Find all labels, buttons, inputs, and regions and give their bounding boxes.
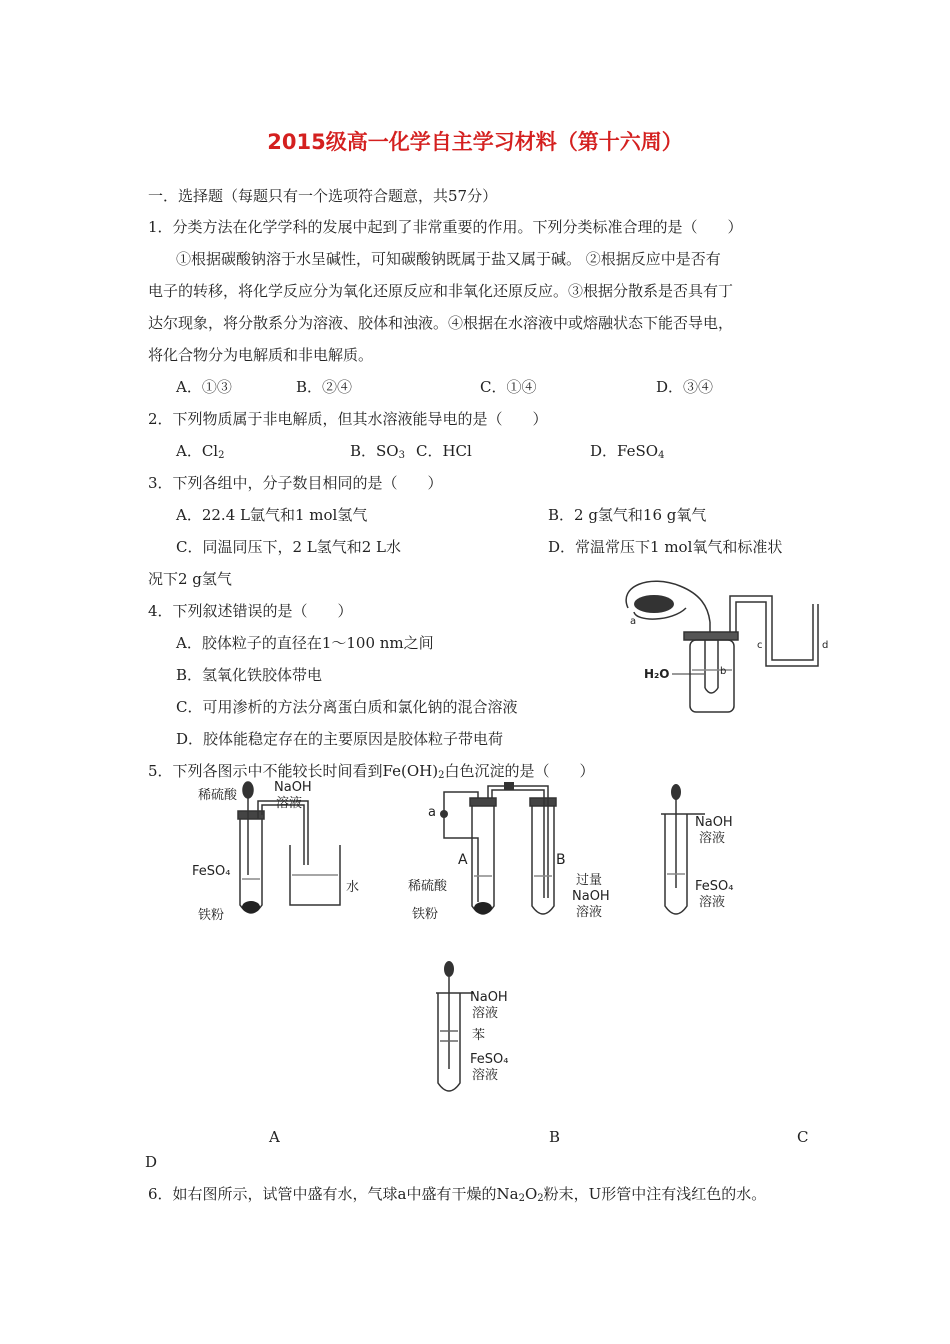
- question-4-stem: 4．下列叙述错误的是（ ）: [148, 602, 353, 620]
- q5-label-b: B: [549, 1128, 561, 1146]
- q4-option-b: B．氢氧化铁胶体带电: [176, 666, 323, 684]
- svg-text:溶液: 溶液: [699, 831, 726, 846]
- svg-text:FeSO₄: FeSO₄: [192, 864, 231, 879]
- page-title: 2015级高一化学自主学习材料（第十六周）: [267, 130, 683, 154]
- q2-option-d: D．FeSO$_4$: [590, 442, 665, 461]
- q2-option-c: C．HCl: [416, 442, 472, 460]
- q4-option-c: C．可用渗析的方法分离蛋白质和氯化钠的混合溶液: [176, 698, 518, 716]
- question-1-line: 电子的转移，将化学反应分为氧化还原反应和非氧化还原反应。③根据分散系是否具有丁: [148, 282, 734, 300]
- svg-text:溶液: 溶液: [472, 1068, 499, 1083]
- q4-option-d: D．胶体能稳定存在的主要原因是胶体粒子带电荷: [176, 730, 504, 748]
- figure-a: [190, 775, 385, 925]
- question-1-line: ①根据碳酸钠溶于水呈碱性，可知碳酸钠既属于盐又属于碱。 ②根据反应中是否有: [176, 250, 721, 268]
- svg-text:NaOH: NaOH: [470, 990, 508, 1005]
- svg-text:H₂O: H₂O: [644, 667, 670, 681]
- question-6-stem: 6．如右图所示，试管中盛有水，气球a中盛有干燥的$Na_2O_2$粉末，U形管中注有浅红色的水。: [148, 1185, 767, 1204]
- q3-option-d-cont: 况下2 g氢气: [148, 570, 232, 588]
- svg-text:稀硫酸: 稀硫酸: [198, 788, 238, 803]
- q4-option-a: A．胶体粒子的直径在1～100 nm之间: [176, 634, 434, 652]
- svg-text:c: c: [757, 640, 763, 651]
- balloon-apparatus-figure: [610, 566, 835, 726]
- figure-b: [400, 778, 625, 928]
- q1-option-a: A．①③: [176, 378, 232, 396]
- svg-text:NaOH: NaOH: [572, 889, 610, 904]
- section-heading: 一．选择题（每题只有一个选项符合题意，共57分）: [148, 187, 498, 205]
- svg-text:溶液: 溶液: [699, 895, 726, 910]
- q5-label-a: A: [269, 1128, 280, 1146]
- svg-text:铁粉: 铁粉: [412, 907, 439, 922]
- svg-text:b: b: [720, 666, 727, 677]
- q3-option-b: B．2 g氢气和16 g氧气: [548, 506, 707, 524]
- svg-text:溶液: 溶液: [576, 905, 603, 920]
- svg-text:溶液: 溶液: [472, 1006, 499, 1021]
- svg-text:A: A: [458, 852, 468, 868]
- svg-text:NaOH: NaOH: [274, 780, 312, 795]
- svg-text:铁粉: 铁粉: [198, 908, 225, 923]
- svg-text:a: a: [428, 805, 436, 820]
- svg-text:a: a: [630, 616, 637, 627]
- q3-option-a: A．22.4 L氩气和1 mol氢气: [176, 506, 368, 524]
- question-3-stem: 3．下列各组中，分子数目相同的是（ ）: [148, 474, 443, 492]
- question-2-stem: 2．下列物质属于非电解质，但其水溶液能导电的是（ ）: [148, 410, 548, 428]
- q5-label-d: D: [145, 1153, 158, 1171]
- q1-option-c: C．①④: [480, 378, 537, 396]
- figure-c: [655, 778, 785, 928]
- question-1-line: 将化合物分为电解质和非电解质。: [148, 346, 374, 364]
- q2-option-b: B．$SO_3$: [350, 442, 405, 461]
- svg-text:水: 水: [346, 880, 360, 895]
- svg-text:稀硫酸: 稀硫酸: [408, 879, 448, 894]
- q2-option-a: A．$Cl_2$: [176, 442, 225, 461]
- svg-text:过量: 过量: [576, 873, 603, 888]
- svg-text:苯: 苯: [472, 1028, 486, 1043]
- svg-text:d: d: [822, 640, 829, 651]
- q1-option-d: D．③④: [656, 378, 714, 396]
- question-1-stem: 1．分类方法在化学学科的发展中起到了非常重要的作用。下列分类标准合理的是（ ）: [148, 218, 743, 236]
- svg-text:B: B: [556, 852, 566, 868]
- svg-text:NaOH: NaOH: [695, 815, 733, 830]
- q3-option-c: C．同温同压下，2 L氢气和2 L水: [176, 538, 402, 556]
- svg-text:FeSO₄: FeSO₄: [695, 879, 734, 894]
- q3-option-d: D．常温常压下1 mol氧气和标准状: [548, 538, 783, 556]
- q1-option-b: B．②④: [296, 378, 353, 396]
- q5-label-c: C: [797, 1128, 809, 1146]
- svg-text:FeSO₄: FeSO₄: [470, 1052, 509, 1067]
- question-1-line: 达尔现象，将分散系分为溶液、胶体和浊液。④根据在水溶液中或熔融状态下能否导电，: [148, 314, 734, 332]
- question-5-stem: 5．下列各图示中不能较长时间看到$Fe(OH)_2$白色沉淀的是（ ）: [148, 762, 595, 781]
- figure-d: [432, 955, 572, 1105]
- svg-text:溶液: 溶液: [276, 796, 303, 811]
